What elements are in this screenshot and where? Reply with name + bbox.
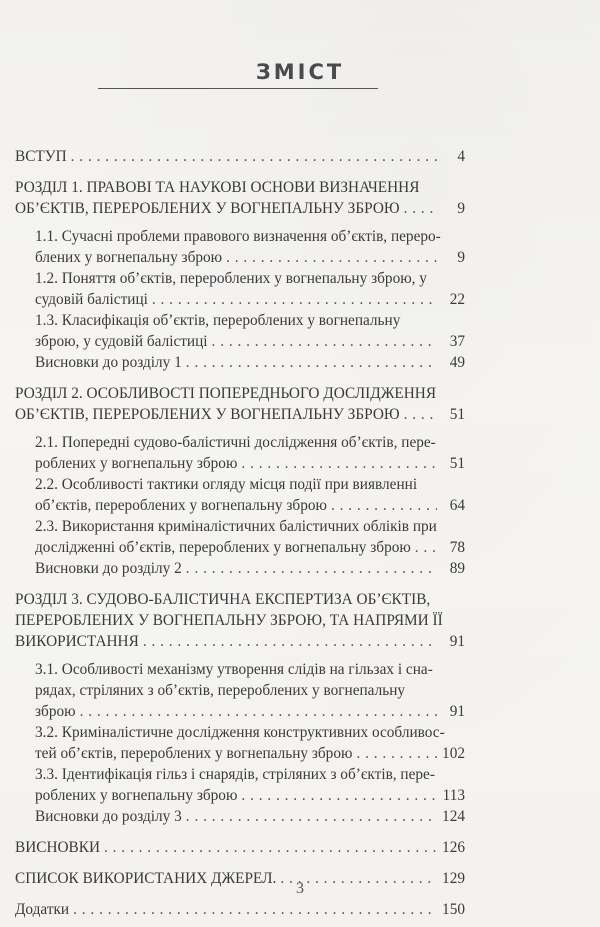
toc-chapter-2[interactable]: [15, 383, 465, 425]
toc-page-number: 129: [442, 870, 465, 887]
leader-dots: [182, 558, 437, 579]
toc-section-1-1[interactable]: [15, 226, 465, 268]
toc-page-number: 91: [449, 633, 465, 650]
toc-section-title-line: роблених у вогнепальну зброю: [35, 787, 238, 804]
toc-page-number: 9: [457, 200, 465, 217]
leader-dots: [208, 331, 437, 352]
toc-section-2-1[interactable]: [15, 432, 465, 474]
toc-section-1-3[interactable]: [15, 310, 465, 352]
toc-section-2-2[interactable]: [15, 474, 465, 516]
leader-dots: [411, 537, 437, 558]
toc-section-title-line: зброю, у судовій балістиці: [35, 333, 208, 350]
toc-chapter-title-line: ОБ’ЄКТІВ, ПЕРЕРОБЛЕНИХ У ВОГНЕПАЛЬНУ ЗБРОЮ: [15, 406, 400, 423]
toc-page-number: 64: [449, 497, 465, 514]
toc-section-title-line: роблених у вогнепальну зброю: [35, 455, 238, 472]
toc-section-3-2[interactable]: [15, 722, 465, 764]
toc-section-title-line: 1.3. Класифікація об’єктів, перероблених у вогнепальну: [35, 312, 401, 329]
toc-chapter-title-line: ПЕРЕРОБЛЕНИХ У ВОГНЕПАЛЬНУ ЗБРОЮ, ТА НАПРЯМИ ЇЇ: [15, 612, 443, 629]
leader-dots: [237, 785, 437, 806]
toc-section-title-line: 1.1. Сучасні проблеми правового визначення об’єктів, переро-: [35, 228, 441, 245]
toc-page-number: 78: [449, 539, 465, 556]
leader-dots: [139, 631, 437, 652]
toc-section-title-line: Висновки до розділу 3: [35, 808, 182, 825]
toc-page-number: 51: [449, 455, 465, 472]
toc-chapter-3[interactable]: [15, 589, 465, 652]
leader-dots: [222, 247, 437, 268]
page-title: ЗМІСТ: [255, 60, 345, 84]
toc-page-number: 37: [449, 333, 465, 350]
toc-section-title-line: рядах, стріляних з об’єктів, перероблених у вогнепальну: [35, 682, 406, 699]
leader-dots: [400, 198, 437, 219]
toc-conclusions-chapter-1[interactable]: [15, 352, 465, 373]
toc-page-number: 150: [442, 901, 465, 918]
toc-entry-label: ВИСНОВКИ: [15, 839, 100, 856]
toc-section-title-line: 2.1. Попередні судово-балістичні дослідження об’єктів, пере-: [35, 434, 436, 451]
toc-section-title-line: 3.1. Особливості механізму утворення слідів на гільзах і сна-: [35, 661, 433, 678]
leader-dots: [69, 899, 437, 920]
toc-entry-conclusions[interactable]: [15, 837, 465, 858]
toc-section-title-line: Висновки до розділу 1: [35, 354, 182, 371]
toc-chapter-title-line: РОЗДІЛ 1. ПРАВОВІ ТА НАУКОВІ ОСНОВИ ВИЗНАЧЕННЯ: [15, 179, 420, 196]
page-number: 3: [296, 880, 304, 897]
toc-section-3-1[interactable]: [15, 659, 465, 722]
toc-section-title-line: 2.3. Використання криміналістичних балістичних обліків при: [35, 518, 437, 535]
toc-section-title-line: Висновки до розділу 2: [35, 560, 182, 577]
toc-conclusions-chapter-3[interactable]: [15, 806, 465, 827]
toc-section-title-line: 1.2. Поняття об’єктів, перероблених у вогнепальну зброю, у: [35, 270, 427, 287]
leader-dots: [76, 701, 437, 722]
toc-section-title-line: 2.2. Особливості тактики огляду місця події при виявленні: [35, 476, 418, 493]
toc-page-number: 4: [457, 148, 465, 165]
toc-page-number: 22: [449, 291, 465, 308]
toc-section-title-line: об’єктів, перероблених у вогнепальну зброю: [35, 497, 327, 514]
toc-page-number: 102: [442, 745, 465, 762]
leader-dots: [400, 404, 437, 425]
toc-chapter-title-line: ОБ’ЄКТІВ, ПЕРЕРОБЛЕНИХ У ВОГНЕПАЛЬНУ ЗБРОЮ: [15, 200, 400, 217]
table-of-contents: [15, 146, 465, 920]
toc-section-title-line: тей об’єктів, перероблених у вогнепальну зброю: [35, 745, 353, 762]
toc-page-number: 124: [442, 808, 465, 825]
leader-dots: [182, 352, 437, 373]
toc-section-title-line: 3.2. Криміналістичне дослідження конструктивних особливос-: [35, 724, 445, 741]
toc-section-2-3[interactable]: [15, 516, 465, 558]
toc-section-title-line: 3.3. Ідентифікація гільз і снарядів, стріляних з об’єктів, пере-: [35, 766, 435, 783]
leader-dots: [237, 453, 437, 474]
leader-dots: [67, 146, 437, 167]
toc-entry-label: ВСТУП: [15, 148, 67, 165]
toc-section-title-line: судовій балістиці: [35, 291, 148, 308]
toc-page-number: 9: [457, 249, 465, 266]
leader-dots: [182, 806, 437, 827]
leader-dots: [352, 743, 437, 764]
title-underline: [98, 88, 378, 89]
toc-entry-appendices[interactable]: [15, 899, 465, 920]
toc-entry-intro[interactable]: [15, 146, 465, 167]
toc-section-title-line: блених у вогнепальну зброю: [35, 249, 223, 266]
toc-section-1-2[interactable]: [15, 268, 465, 310]
toc-entry-label: СПИСОК ВИКОРИСТАНИХ ДЖЕРЕЛ.: [15, 870, 277, 887]
toc-section-title-line: зброю: [35, 703, 76, 720]
toc-page-number: 91: [449, 703, 465, 720]
toc-page-number: 89: [449, 560, 465, 577]
toc-chapter-1[interactable]: [15, 177, 465, 219]
toc-chapter-title-line: РОЗДІЛ 3. СУДОВО-БАЛІСТИЧНА ЕКСПЕРТИЗА ОБ’ЄКТІВ,: [15, 591, 431, 608]
toc-page-number: 51: [449, 406, 465, 423]
toc-page-number: 49: [449, 354, 465, 371]
toc-section-title-line: дослідженні об’єктів, перероблених у вогнепальну зброю: [35, 539, 411, 556]
toc-conclusions-chapter-2[interactable]: [15, 558, 465, 579]
leader-dots: [100, 837, 437, 858]
toc-section-3-3[interactable]: [15, 764, 465, 806]
toc-page-number: 126: [442, 839, 465, 856]
leader-dots: [327, 495, 437, 516]
toc-chapter-title-line: РОЗДІЛ 2. ОСОБЛИВОСТІ ПОПЕРЕДНЬОГО ДОСЛІДЖЕННЯ: [15, 385, 437, 402]
toc-page-number: 113: [442, 787, 465, 804]
leader-dots: [148, 289, 437, 310]
toc-chapter-title-line: ВИКОРИСТАННЯ: [15, 633, 139, 650]
toc-entry-label: Додатки: [15, 901, 70, 918]
